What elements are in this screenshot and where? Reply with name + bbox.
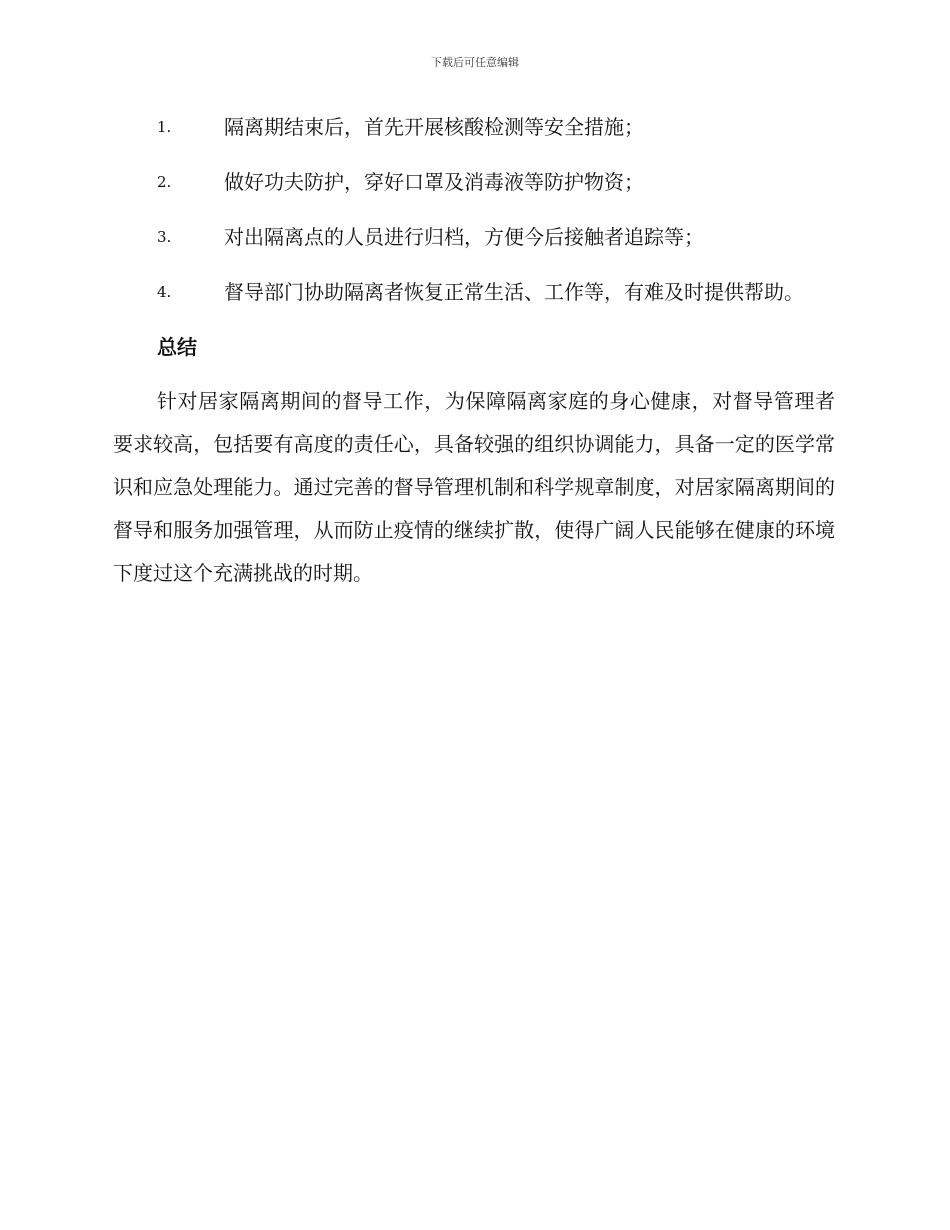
list-item <box>113 216 835 258</box>
list-item-number: 4. <box>157 283 172 301</box>
list-item-text: 对出隔离点的人员进行归档，方便今后接触者追踪等； <box>224 225 704 249</box>
document-body <box>113 106 835 595</box>
summary-heading: 总结 <box>157 335 197 359</box>
page-header: 下载后可任意编辑 <box>431 56 519 69</box>
list-item <box>113 161 835 203</box>
list-item-text: 督导部门协助隔离者恢复正常生活、工作等，有难及时提供帮助。 <box>224 280 804 304</box>
list-item <box>113 271 835 313</box>
list-item-number: 3. <box>157 228 172 246</box>
list-item-text: 做好功夫防护，穿好口罩及消毒液等防护物资； <box>224 170 644 194</box>
numbered-list <box>113 106 835 313</box>
list-item-number: 2. <box>157 173 172 191</box>
list-item <box>113 106 835 148</box>
list-item-number: 1. <box>157 118 172 136</box>
list-item-text: 隔离期结束后，首先开展核酸检测等安全措施； <box>224 115 644 139</box>
summary-paragraph: 针对居家隔离期间的督导工作，为保障隔离家庭的身心健康，对督导管理者要求较高，包括要有高度的责任心，具备较强的组织协调能力，具备一定的医学常识和应急处理能力。通过完善的督导管理机制和科学规章制度，对居家隔离期间的督导和服务加强管理，从而防止疫情的继续扩散，使得广阔人民能够在健康的环境下度过这个充满挑战的时期。 <box>113 389 835 585</box>
